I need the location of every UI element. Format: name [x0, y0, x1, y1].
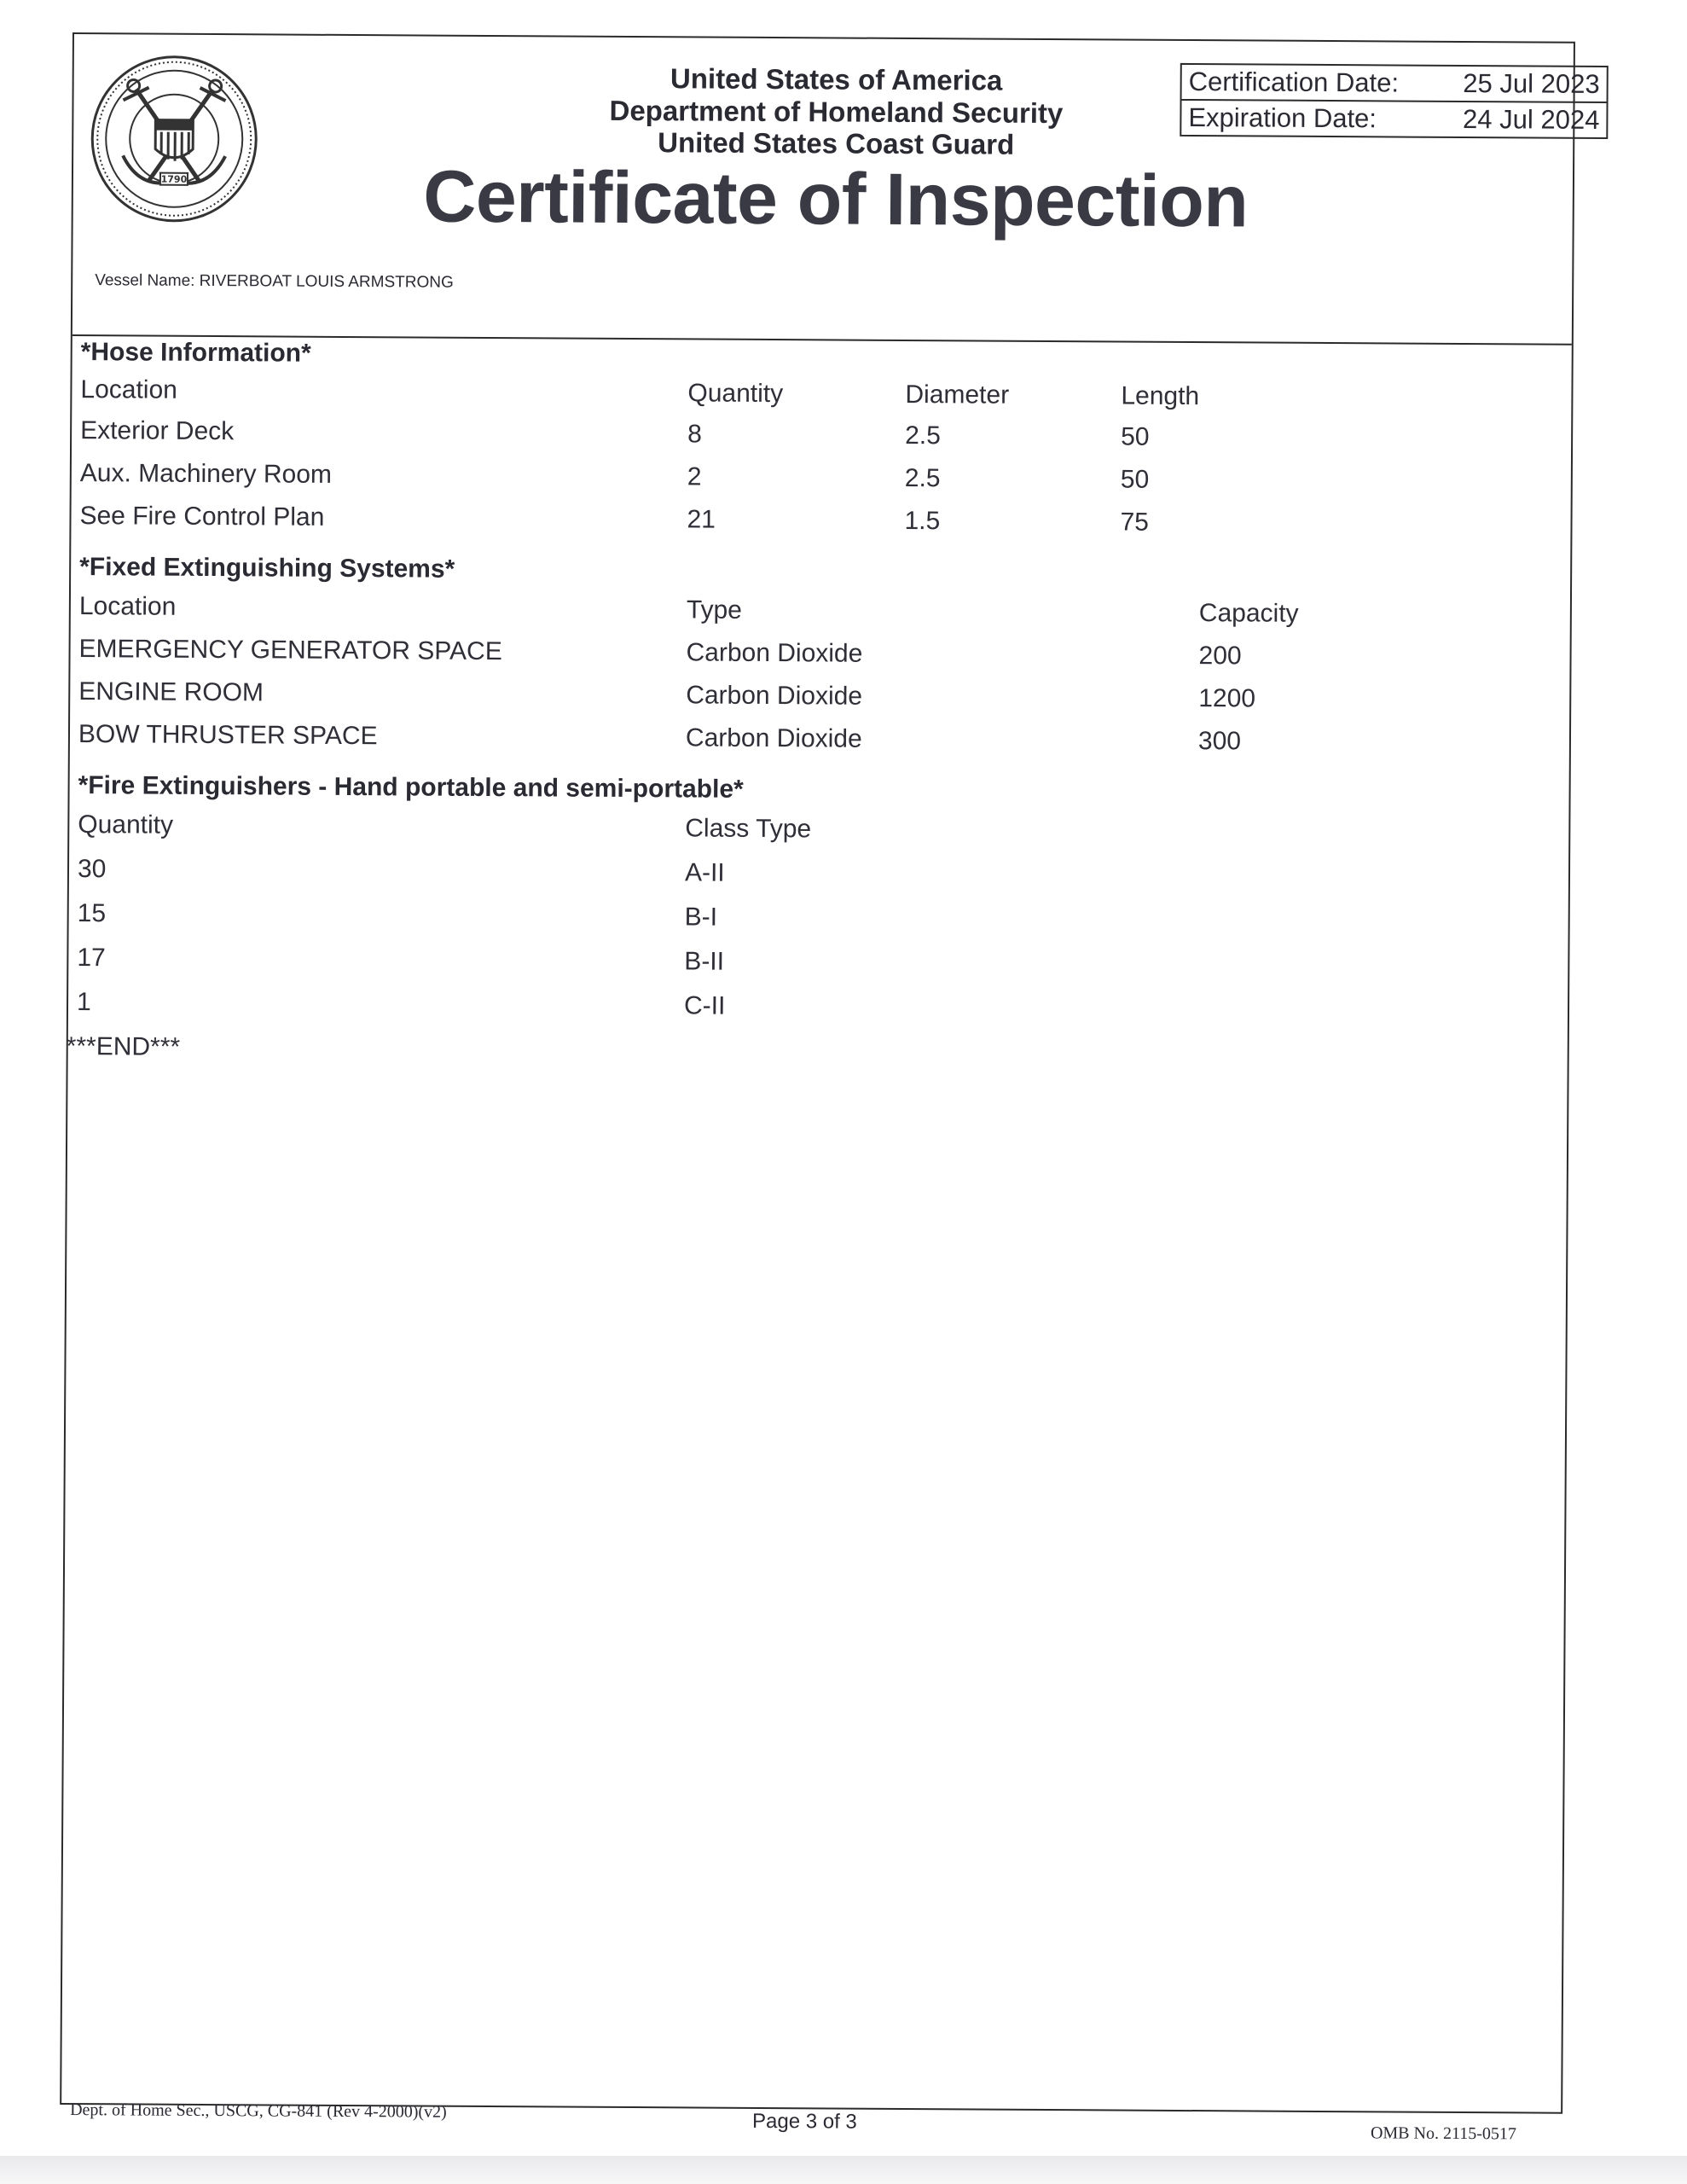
fixed-row-2-location: ENGINE ROOM	[78, 677, 264, 707]
hose-row-1-diameter: 2.5	[905, 421, 941, 450]
hose-col-location: Location	[80, 375, 177, 404]
fixed-row-3-location: BOW THRUSTER SPACE	[78, 720, 378, 751]
hose-col-diameter: Diameter	[905, 380, 1010, 410]
extinguisher-row-1-class: A-II	[684, 858, 725, 887]
end-marker: ***END***	[66, 1031, 181, 1061]
extinguisher-row-2-class: B-I	[684, 903, 718, 932]
hose-row-1-location: Exterior Deck	[80, 416, 235, 446]
scan-bottom-edge	[0, 2156, 1687, 2184]
fixed-row-3-type: Carbon Dioxide	[685, 723, 862, 753]
hose-col-length: Length	[1121, 381, 1200, 411]
hose-row-3-length: 75	[1120, 508, 1149, 537]
extinguisher-row-2-quantity: 15	[77, 899, 107, 928]
certification-date-label: Certification Date:	[1188, 66, 1400, 98]
fixed-row-2-type: Carbon Dioxide	[686, 681, 863, 711]
fixed-row-3-capacity: 300	[1197, 727, 1242, 756]
hose-row-3-location: See Fire Control Plan	[79, 502, 325, 531]
certification-date-value: 25 Jul 2023	[1463, 67, 1600, 99]
fixed-col-type: Type	[686, 595, 743, 624]
page-title: Certificate of Inspection	[422, 155, 1249, 243]
vessel-name: Vessel Name: RIVERBOAT LOUIS ARMSTRONG	[95, 271, 454, 292]
form-identifier: Dept. of Home Sec., USCG, CG-841 (Rev 4-2000)(v2)	[70, 2100, 447, 2122]
extinguisher-col-class-type: Class Type	[685, 814, 812, 844]
expiration-date-label: Expiration Date:	[1188, 102, 1377, 134]
hose-row-2-quantity: 2	[687, 462, 702, 491]
fixed-row-1-type: Carbon Dioxide	[686, 638, 863, 668]
expiration-date-value: 24 Jul 2024	[1462, 103, 1600, 135]
extinguisher-row-4-class: C-II	[683, 991, 726, 1020]
fixed-row-1-location: EMERGENCY GENERATOR SPACE	[78, 635, 502, 666]
hose-col-quantity: Quantity	[687, 379, 784, 409]
svg-text:1790: 1790	[160, 173, 188, 185]
hose-row-2-diameter: 2.5	[904, 463, 941, 493]
fire-extinguishers-heading: *Fire Extinguishers - Hand portable and semi-portable*	[78, 771, 744, 804]
omb-number: OMB No. 2115-0517	[1370, 2123, 1516, 2144]
certification-date-row	[1182, 65, 1607, 102]
hose-row-2-location: Aux. Machinery Room	[79, 459, 333, 489]
hose-information-heading: *Hose Information*	[80, 338, 311, 368]
agency-line-department: Department of Homeland Security	[609, 94, 1064, 130]
extinguisher-row-4-quantity: 1	[76, 988, 91, 1017]
fixed-row-2-capacity: 1200	[1198, 684, 1256, 713]
extinguisher-row-3-quantity: 17	[77, 944, 106, 973]
agency-line-coast-guard: United States Coast Guard	[658, 126, 1015, 160]
extinguisher-row-1-quantity: 30	[77, 855, 107, 884]
extinguisher-col-quantity: Quantity	[78, 810, 174, 839]
expiration-date-row	[1181, 99, 1606, 137]
fixed-col-location: Location	[78, 592, 177, 621]
certificate-dates-box	[1180, 63, 1609, 139]
hose-row-3-quantity: 21	[687, 505, 716, 534]
agency-line-country: United States of America	[670, 62, 1003, 96]
fixed-row-1-capacity: 200	[1198, 642, 1242, 671]
hose-row-1-quantity: 8	[687, 420, 702, 449]
fixed-col-capacity: Capacity	[1198, 599, 1299, 628]
hose-row-2-length: 50	[1120, 465, 1150, 494]
hose-row-1-length: 50	[1121, 422, 1150, 451]
extinguisher-row-3-class: B-II	[684, 947, 725, 976]
certificate-frame	[60, 32, 1600, 2144]
page-number: Page 3 of 3	[751, 2109, 857, 2134]
hose-row-3-diameter: 1.5	[904, 506, 941, 536]
fixed-extinguishing-heading: *Fixed Extinguishing Systems*	[79, 553, 455, 584]
